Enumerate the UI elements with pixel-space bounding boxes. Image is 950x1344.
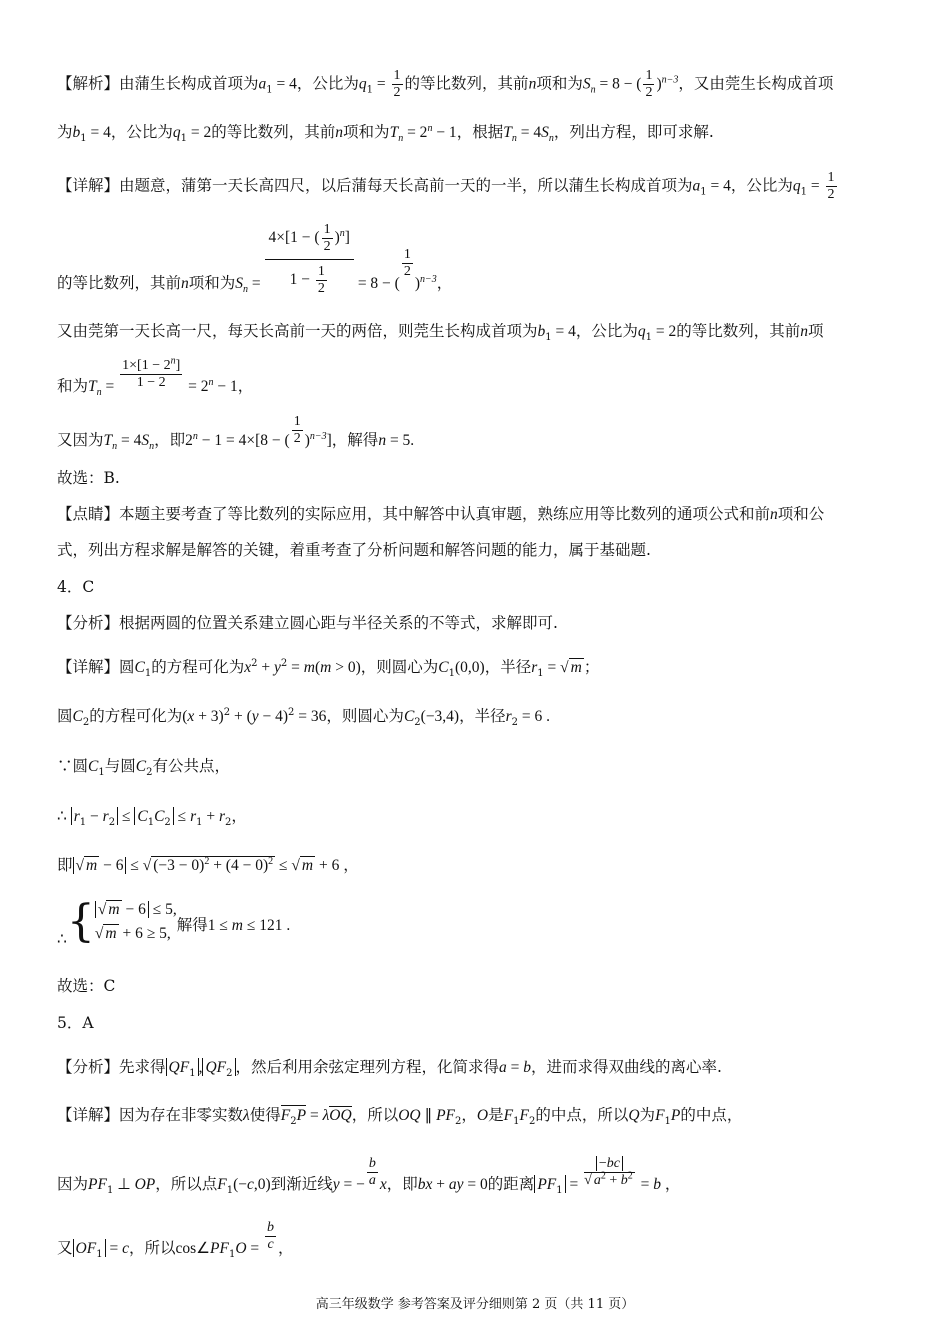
q5-detail-line-1: 【详解】因为存在非零实数λ使得$F_2P = \lambda OQ$，所以OQ ∥ $PF_2$，O是$F_1F_2$的中点，所以Q为$F_1P$的中点， — [57, 1106, 743, 1128]
q3-detail-line-2: 的等比数列，其前n项和为$S_n$ = 4×[1 − ( $\frac{1}{2}$ )$^n$] 1 − $\frac{1}{2}$ = 8 − ( $\frac{1}{2}$ )$^{n-3}$， — [57, 222, 453, 296]
detail-label: 【详解】 — [57, 176, 120, 195]
q3-analysis-line-2: 为$b_1 = 4$，公比为$q_1 = 2$的等比数列，其前n项和为$T_n = 2^n - 1$，根据$T_n = 4S_n$，列出方程，即可求解. — [57, 122, 714, 145]
q3-analysis-line-1: 【解析】由蒲生长构成首项为$a_1 = 4$，公比为$q_1$ = $\frac{1}{2}$ 的等比数列，其前n项和为$S_n = 8$ − ( $\frac{1}{2}$ )$^{n-3}$，又由莞生长构成首项 — [57, 68, 834, 100]
q4-analysis: 【分析】根据两圆的位置关系建立圆心距与半径关系的不等式，求解即可. — [57, 614, 558, 632]
q3-comment-line-1: 【点睛】本题主要考查了等比数列的实际应用，其中解答中认真审题，熟练应用等比数列的通项公式和前n项和公 — [57, 505, 825, 523]
comment-label: 【点睛】 — [57, 505, 120, 523]
q3-comment-line-2: 式，列出方程求解是解答的关键，着重考查了分析问题和解答问题的能力，属于基础题. — [57, 541, 651, 559]
analysis-label: 【解析】 — [57, 74, 120, 93]
q4-number: 4．C — [57, 578, 95, 596]
q3-detail-line-1: 【详解】由题意，蒲第一天长高四尺，以后蒲每天长高前一天的一半，所以蒲生长构成首项为$a_1 = 4$，公比为$q_1$ = $\frac{1}{2}$ — [57, 170, 835, 202]
q5-analysis: 【分析】先求得 $QF_1$ , $QF_2$ ，然后利用余弦定理列方程，化简求得a = b，进而求得双曲线的离心率. — [57, 1058, 722, 1080]
q4-detail-line-4: ∴ $r_1 - r_2 \le C_1C_2 \le r_1 + r_2$， — [57, 808, 247, 829]
q5-detail-line-2: 因为$PF_1$ ⊥ OP，所以点$F_1(-c,0)$到渐近线y = − $\frac{b}{a}$ x，即bx + ay = 0的距离 $PF_1$ = $\frac{-bc}{√ a^2 + b^2}$ = b ， — [57, 1156, 681, 1196]
page-footer: 高三年级数学 参考答案及评分细则第 2 页（共 11 页） — [315, 1297, 635, 1312]
q3-answer: 故选：B. — [57, 469, 120, 487]
q3-detail-line-3: 又由莞第一天长高一尺，每天长高前一天的两倍，则莞生长构成首项为$b_1 = 4$，公比为$q_1 = 2$的等比数列，其前n项 — [57, 322, 824, 344]
q5-number: 5．A — [57, 1014, 94, 1032]
q4-detail-line-2: 圆$C_2$的方程可化为$(x + 3)^2 + (y - 4)^2 = 36$，则圆心为$C_2(-3,4)$，半径$r_2 = 6$ . — [57, 706, 551, 729]
q4-detail-line-3: ∵圆$C_1$与圆$C_2$有公共点， — [57, 757, 230, 779]
q3-detail-line-5: 又因为$T_n = 4S_n$，即$2^n - 1 = 4\times[8$ − ( $\frac{1}{2}$ )$^{n-3}$]，解得n = 5. — [57, 414, 415, 452]
q4-detail-line-6: ∴{ √ m − 6 ≤ 5, √ m + 6 ≥ 5, 解得1 ≤ m ≤ 121 . — [57, 896, 291, 948]
q4-answer: 故选：C — [57, 977, 116, 995]
q4-detail-line-5: 即 √ m − 6 ≤ √ $(-3 - 0)^2 + (4 - 0)^2$ ≤ √ m + 6 ， — [57, 855, 359, 874]
q3-detail-line-4: 和为$T_n$ = $\frac{1\times[1 - 2^n]}{1 - 2}$ = $2^n - 1$， — [57, 355, 254, 398]
q4-detail-line-1: 【详解】圆$C_1$的方程可化为$x^2 + y^2 = m(m > 0)$，则圆心为$C_1(0,0)$，半径$r_1$ = √ m ； — [57, 657, 600, 680]
q5-detail-line-3: 又 $OF_1 = c$，所以$\cos\angle PF_1O$ = $\frac{b}{c}$ ， — [57, 1220, 294, 1260]
